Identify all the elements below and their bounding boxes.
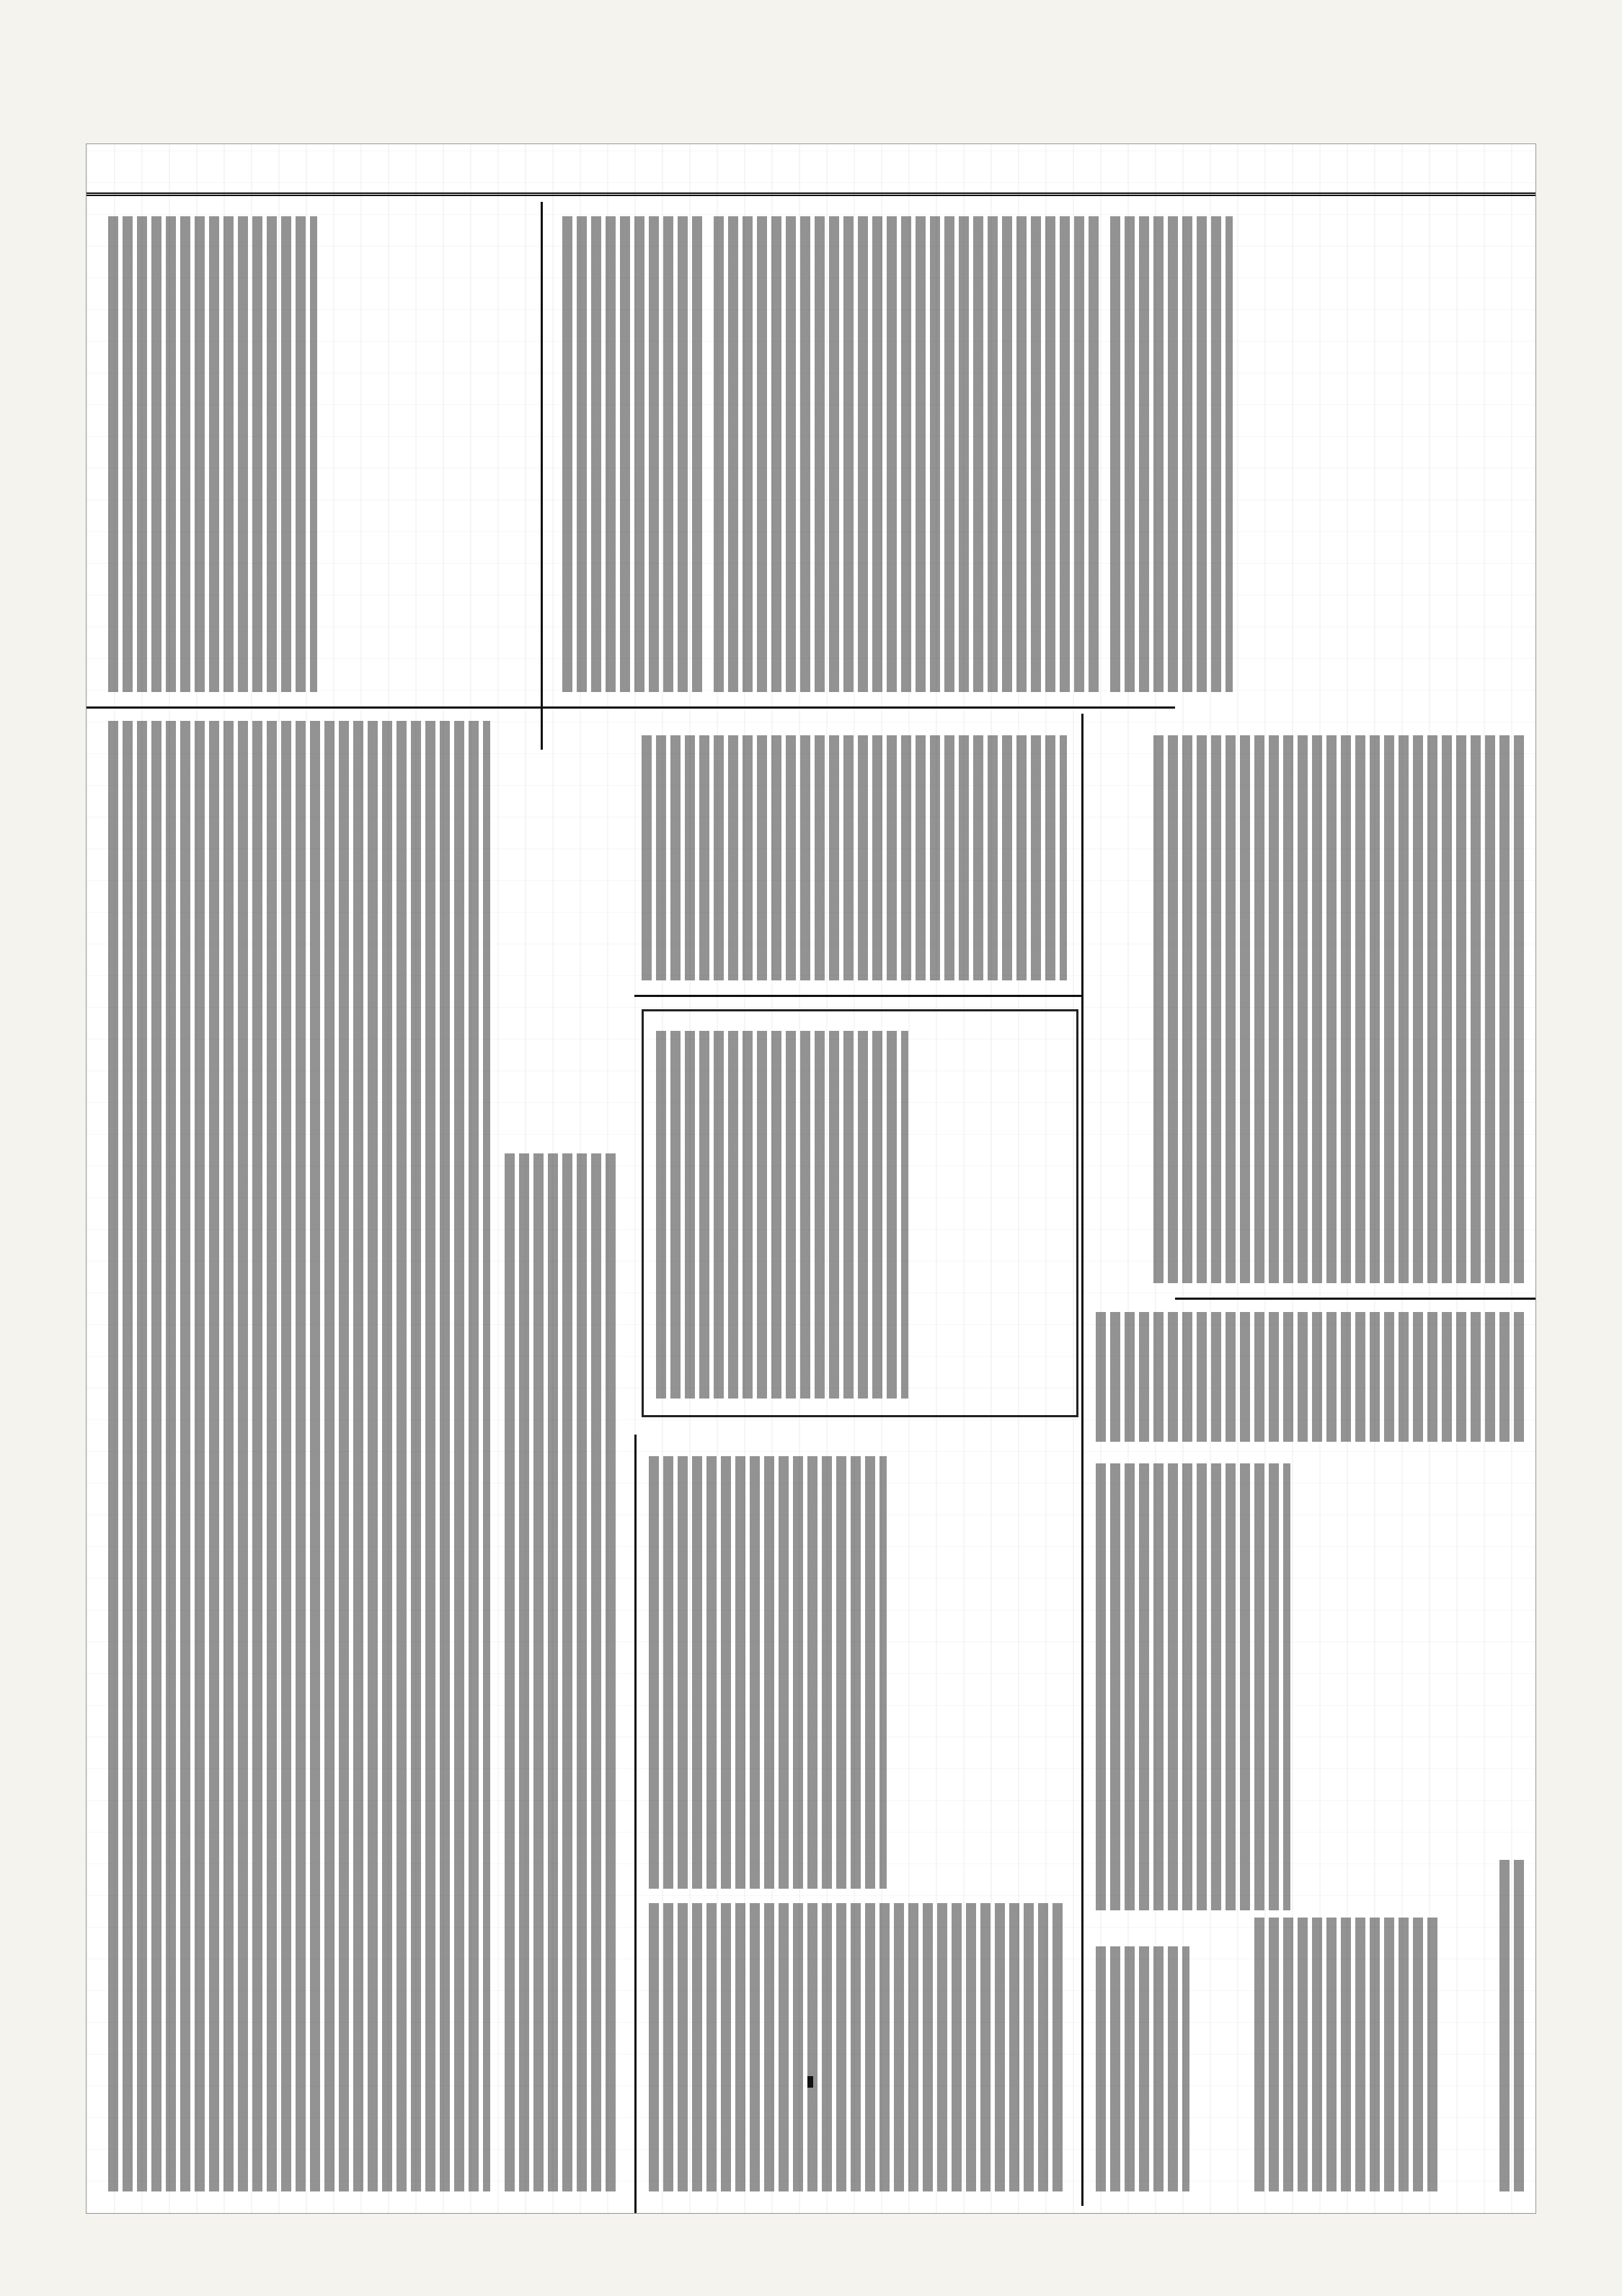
section-rule [87, 706, 1175, 709]
section-rule [634, 995, 1081, 997]
article-body [1096, 1946, 1189, 2191]
article-body [1096, 1463, 1290, 1910]
page-header [87, 144, 1535, 196]
section-rule [1175, 1298, 1535, 1300]
column-rule [1081, 714, 1083, 2206]
article-body [1499, 1860, 1528, 2191]
article-body [649, 1903, 1067, 2191]
article-body [714, 216, 1103, 692]
article-body [1096, 1312, 1528, 1442]
column-rule [541, 202, 543, 750]
article-body [656, 1031, 908, 1399]
article-body [649, 1456, 887, 1889]
article-body [1254, 1918, 1442, 2191]
column-rule [634, 1435, 637, 2213]
article-body [1153, 735, 1528, 1283]
article-body [108, 721, 490, 2191]
article-body [108, 216, 317, 692]
article-body [1110, 216, 1233, 692]
article-body [562, 216, 706, 692]
newspaper-page [87, 144, 1535, 2213]
article-body [642, 735, 1067, 980]
headline-decree [807, 2076, 813, 2088]
article-body [505, 1153, 620, 2191]
